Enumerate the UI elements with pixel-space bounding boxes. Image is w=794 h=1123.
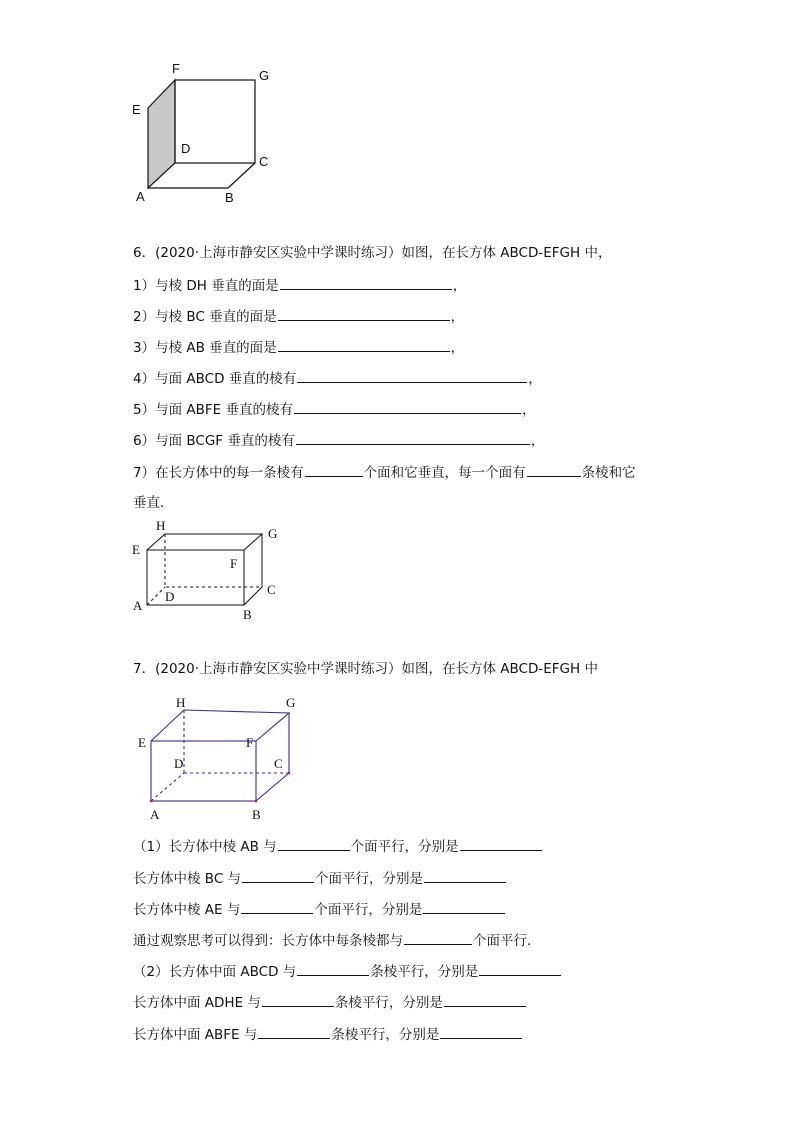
q7-line-2a: 长方体中棱 BC 与 bbox=[133, 871, 242, 887]
answer-blank[interactable] bbox=[305, 461, 363, 477]
q6-item-1 bbox=[133, 274, 466, 296]
label-h: H bbox=[176, 695, 186, 710]
answer-blank[interactable] bbox=[278, 336, 450, 352]
q7-line-3a: 长方体中棱 AE 与 bbox=[133, 902, 241, 918]
q7-line-1b: 个面平行，分别是 bbox=[350, 839, 459, 855]
q6-item-5-text: 5）与面 ABFE 垂直的棱有 bbox=[133, 402, 293, 418]
q7-header: 7．(2020·上海市静安区实验中学课时练习）如图，在长方体 ABCD-EFGH 中 bbox=[133, 661, 598, 677]
answer-blank[interactable] bbox=[479, 960, 561, 976]
label-e: E bbox=[132, 102, 141, 117]
q6-item-2-text: 2）与棱 BC 垂直的面是 bbox=[133, 309, 277, 325]
answer-blank[interactable] bbox=[460, 835, 542, 851]
q7-line-5 bbox=[133, 960, 562, 982]
q6-item-1-end: ， bbox=[452, 278, 467, 294]
vertex-marker bbox=[150, 800, 153, 803]
answer-blank[interactable] bbox=[241, 898, 313, 914]
answer-blank[interactable] bbox=[258, 1023, 330, 1039]
answer-blank[interactable] bbox=[294, 398, 521, 414]
q6-item-3 bbox=[133, 336, 464, 358]
q7-line-2 bbox=[133, 867, 507, 889]
answer-blank[interactable] bbox=[404, 929, 472, 945]
q6-item-1-text: 1）与棱 DH 垂直的面是 bbox=[133, 278, 279, 294]
answer-blank[interactable] bbox=[423, 898, 505, 914]
q6-item-7-cont: 垂直． bbox=[133, 495, 174, 511]
label-a: A bbox=[136, 189, 145, 204]
label-h: H bbox=[156, 518, 166, 533]
label-e: E bbox=[138, 735, 146, 750]
q6-item-7-part2: 个面和它垂直，每一个面有 bbox=[363, 465, 526, 481]
q6-item-4 bbox=[133, 367, 542, 389]
label-c: C bbox=[259, 154, 269, 169]
box-figure-q6 bbox=[128, 515, 288, 625]
label-a: A bbox=[150, 807, 160, 822]
top-edges bbox=[147, 534, 262, 550]
right-edges bbox=[256, 713, 289, 801]
answer-blank[interactable] bbox=[280, 274, 452, 290]
label-g: G bbox=[268, 526, 278, 541]
q6-item-2-end: ， bbox=[450, 309, 465, 325]
q6-item-3-text: 3）与棱 AB 垂直的面是 bbox=[133, 340, 277, 356]
label-d: D bbox=[165, 589, 175, 604]
q7-line-4b: 个面平行． bbox=[473, 933, 541, 949]
q6-item-4-end: ， bbox=[528, 371, 542, 387]
shaded-face bbox=[148, 80, 175, 188]
q7-line-4 bbox=[133, 929, 541, 951]
q7-line-6 bbox=[133, 991, 527, 1013]
label-a: A bbox=[133, 598, 143, 613]
answer-blank[interactable] bbox=[527, 461, 581, 477]
q6-item-6-text: 6）与面 BCGF 垂直的棱有 bbox=[133, 433, 295, 449]
label-f: F bbox=[246, 735, 254, 750]
q6-item-6-end: ， bbox=[530, 433, 545, 449]
q6-item-5-end: ， bbox=[521, 402, 536, 418]
label-d: D bbox=[174, 756, 184, 771]
front-face bbox=[151, 741, 256, 801]
answer-blank[interactable] bbox=[297, 960, 369, 976]
q6-item-2 bbox=[133, 305, 464, 327]
q6-item-7-part1: 7）在长方体中的每一条棱有 bbox=[133, 465, 304, 481]
label-d: D bbox=[181, 141, 191, 156]
q6-item-3-end: ， bbox=[450, 340, 465, 356]
label-c: C bbox=[267, 582, 276, 597]
edge-bc bbox=[228, 163, 255, 188]
top-edges bbox=[151, 710, 289, 741]
cube-figure bbox=[125, 55, 295, 215]
q7-line-2b: 个面平行，分别是 bbox=[315, 871, 424, 887]
label-f: F bbox=[230, 556, 238, 571]
vertex-marker bbox=[255, 800, 258, 803]
answer-blank[interactable] bbox=[297, 367, 527, 383]
answer-blank[interactable] bbox=[444, 991, 526, 1007]
q6-item-7-part3: 条棱和它 bbox=[581, 465, 636, 481]
q6-item-4-text: 4）与面 ABCD 垂直的棱有 bbox=[133, 371, 297, 387]
q7-line-1 bbox=[133, 835, 543, 857]
hidden-edge-ad bbox=[147, 587, 165, 605]
label-g: G bbox=[259, 68, 270, 83]
q6-item-5 bbox=[133, 398, 535, 420]
label-f: F bbox=[172, 61, 180, 76]
q7-line-6b: 条棱平行，分别是 bbox=[334, 995, 443, 1011]
vertex-marker bbox=[288, 772, 291, 775]
answer-blank[interactable] bbox=[278, 305, 450, 321]
hidden-edges bbox=[165, 534, 262, 587]
right-edges bbox=[244, 534, 262, 605]
label-b: B bbox=[243, 607, 252, 622]
q7-line-7b: 条棱平行，分别是 bbox=[331, 1027, 440, 1043]
q7-line-5b: 条棱平行，分别是 bbox=[370, 964, 479, 980]
q7-line-7a: 长方体中面 ABFE 与 bbox=[133, 1027, 258, 1043]
label-c: C bbox=[274, 756, 283, 771]
q7-line-1a: （1）长方体中棱 AB 与 bbox=[133, 839, 277, 855]
label-e: E bbox=[132, 542, 140, 557]
q6-item-7 bbox=[133, 461, 636, 483]
q7-line-5a: （2）长方体中面 ABCD 与 bbox=[133, 964, 297, 980]
q7-line-7 bbox=[133, 1023, 523, 1045]
hidden-edge-ad bbox=[151, 773, 184, 801]
answer-blank[interactable] bbox=[440, 1023, 522, 1039]
answer-blank[interactable] bbox=[262, 991, 334, 1007]
label-b: B bbox=[225, 190, 234, 205]
answer-blank[interactable] bbox=[296, 429, 530, 445]
label-g: G bbox=[286, 695, 296, 710]
q6-header: 6．(2020·上海市静安区实验中学课时练习）如图，在长方体 ABCD-EFGH 中， bbox=[133, 245, 612, 261]
q7-line-6a: 长方体中面 ADHE 与 bbox=[133, 995, 261, 1011]
q7-line-3 bbox=[133, 898, 506, 920]
answer-blank[interactable] bbox=[424, 867, 506, 883]
box-figure-q7 bbox=[134, 693, 309, 823]
q6-item-6 bbox=[133, 429, 544, 451]
q7-line-4a: 通过观察思考可以得到：长方体中每条棱都与 bbox=[133, 933, 403, 949]
q7-line-3b: 个面平行，分别是 bbox=[314, 902, 423, 918]
answer-blank[interactable] bbox=[278, 835, 350, 851]
answer-blank[interactable] bbox=[242, 867, 314, 883]
label-b: B bbox=[252, 807, 261, 822]
